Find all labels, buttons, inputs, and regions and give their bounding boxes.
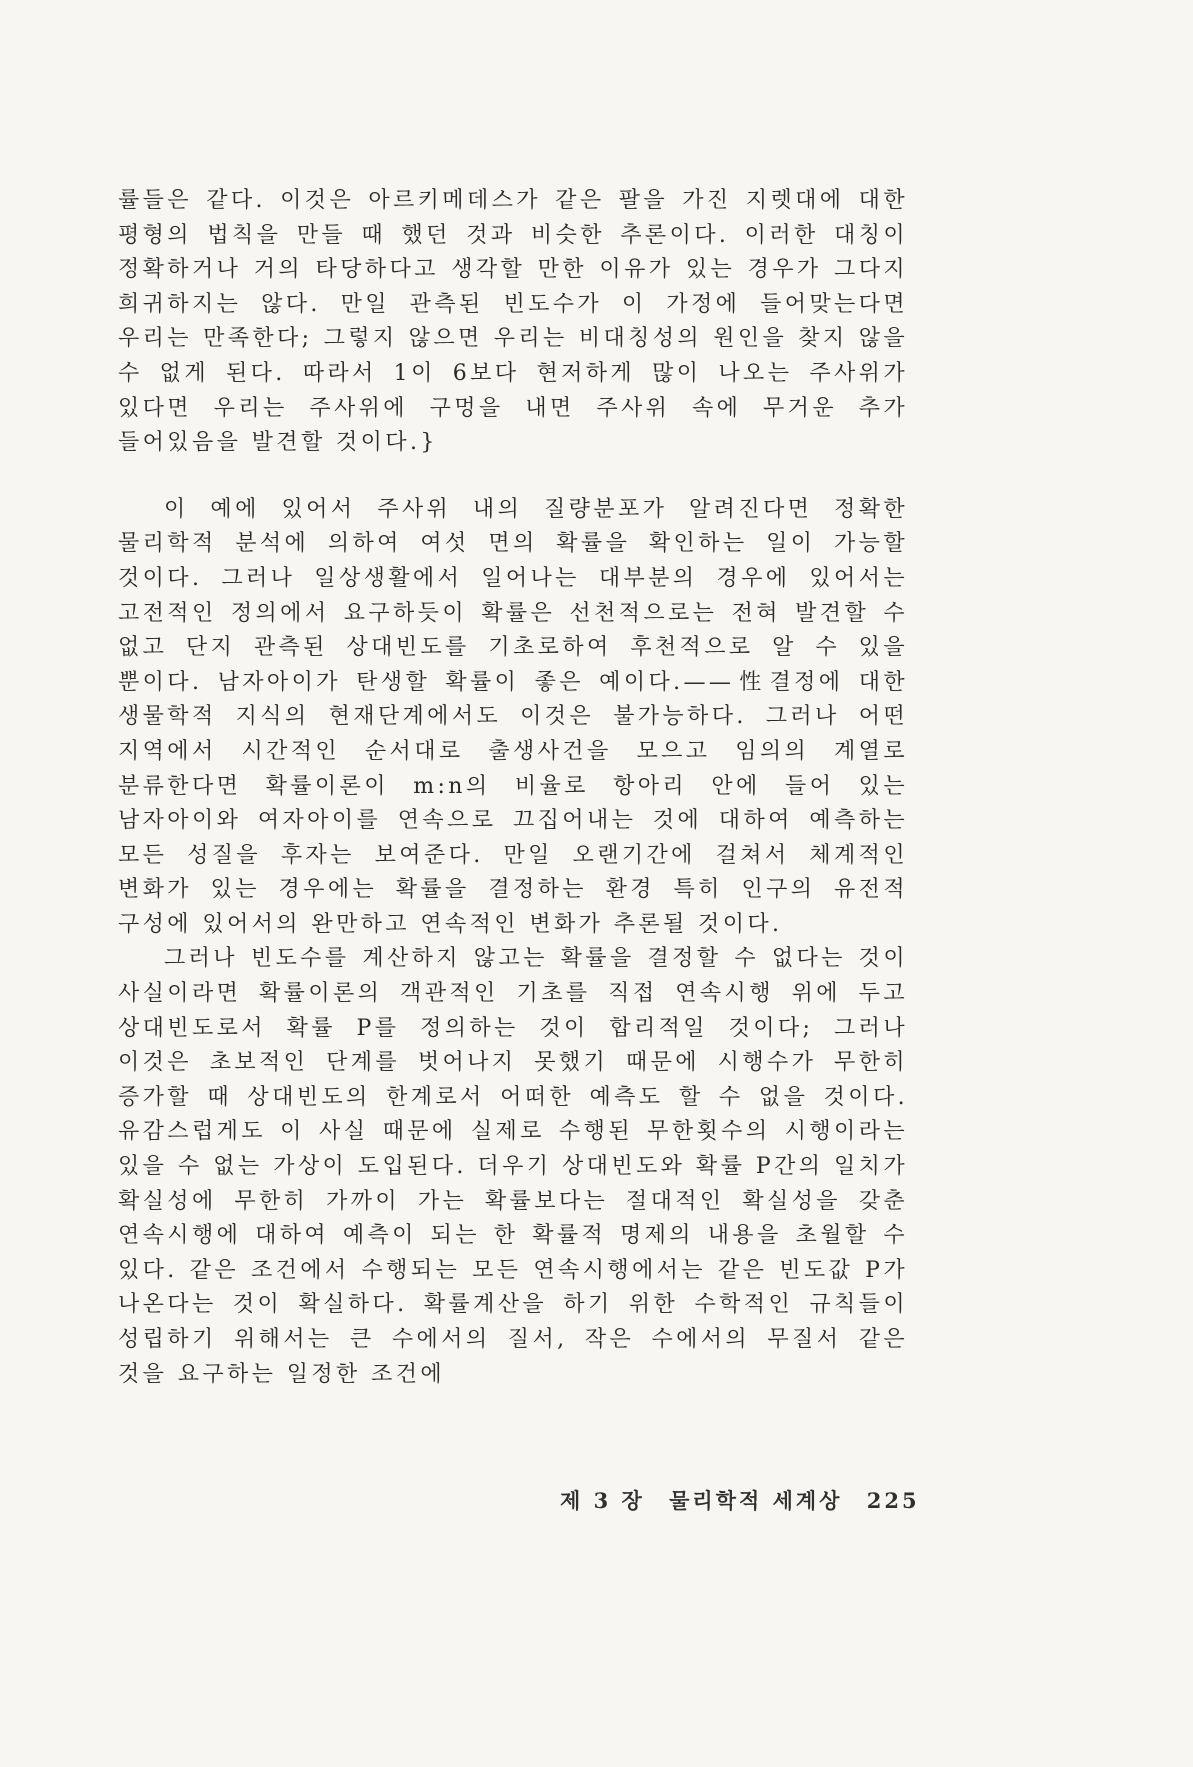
chapter-label: 제 3 장	[560, 1488, 645, 1513]
paragraph-2: 이 예에 있어서 주사위 내의 질량분포가 알려진다면 정확한 물리학적 분석에 의하여 여섯 면의 확률을 확인하는 일이 가능할 것이다. 그러나 일상생활에서 일어나는 대부분의 경우에 있어서는 고전적인 정의에서 요구하듯이 확률은 선천적으로는 전혀 발견할 수 없고 단지 관측된 상대빈도를 기초로하여 후천적으로 알 수 있을 뿐이다. 남자아이가 탄생할 확률이 좋은 예이다.——性결정에 대한 생물학적 지식의 현재단계에서도 이것은 불가능하다. 그러나 어떤 지역에서 시간적인 순서대로 출생사건을 모으고 임의의 계열로 분류한다면 확률이론이 m:n의 비율로 항아리 안에 들어 있는 남자아이와 여자아이를 연속으로 끄집어내는 것에 대하여 예측하는 모든 성질을 후자는 보여준다. 만일 오랜기간에 걸쳐서 체계적인 변화가 있는 경우에는 확률을 결정하는 환경 특히 인구의 유전적 구성에 있어서의 완만하고 연속적인 변화가 추론될 것이다.	[118, 496, 908, 937]
chapter-title: 물리학적 세계상	[669, 1488, 843, 1513]
paragraph-1: 률들은 같다. 이것은 아르키메데스가 같은 팔을 가진 지렛대에 대한 평형의 법칙을 만들 때 했던 것과 비슷한 추론이다. 이러한 대칭이 정확하거나 거의 타당하다고 생각할 만한 이유가 있는 경우가 그다지 희귀하지는 않다. 만일 관측된 빈도수가 이 가정에 들어맞는다면 우리는 만족한다; 그렇지 않으면 우리는 비대칭성의 원인을 찾지 않을 수 없게 된다. 따라서 1이 6보다 현저하게 많이 나오는 주사위가 있다면 우리는 주사위에 구멍을 내면 주사위 속에 무거운 추가 들어있음을 발견할 것이다.}	[118, 188, 908, 456]
running-footer	[560, 1485, 934, 1515]
paragraph-3: 그러나 빈도수를 계산하지 않고는 확률을 결정할 수 없다는 것이 사실이라면 확률이론의 객관적인 기초를 직접 연속시행 위에 두고 상대빈도로서 확률 P를 정의하는 것이 합리적일 것이다; 그러나 이것은 초보적인 단계를 벗어나지 못했기 때문에 시행수가 무한히 증가할 때 상대빈도의 한계로서 어떠한 예측도 할 수 없을 것이다. 유감스럽게도 이 사실 때문에 실제로 수행된 무한횟수의 시행이라는 있을 수 없는 가상이 도입된다. 더우기 상대빈도와 확률 P간의 일치가 확실성에 무한히 가까이 가는 확률보다는 절대적인 확실성을 갖춘 연속시행에 대하여 예측이 되는 한 확률적 명제의 내용을 초월할 수 있다. 같은 조건에서 수행되는 모든 연속시행에서는 같은 빈도값 P가 나온다는 것이 확실하다. 확률계산을 하기 위한 수학적인 규칙들이 성립하기 위해서는 큰 수에서의 질서, 작은 수에서의 무질서 같은 것을 요구하는 일정한 조건에	[118, 946, 908, 1387]
body-text	[118, 184, 908, 1392]
page-number: 225	[866, 1488, 920, 1513]
